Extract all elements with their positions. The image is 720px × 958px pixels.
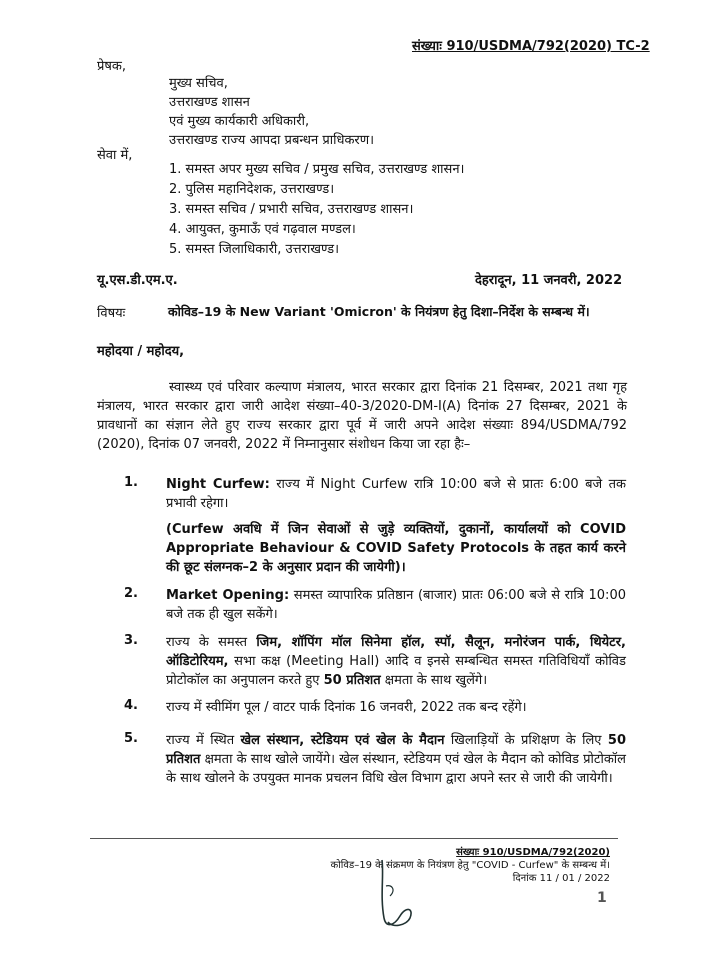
footer-date: दिनांक 11 / 01 / 2022 xyxy=(512,873,610,884)
page-number: 1 xyxy=(597,890,607,906)
item-body: क्षमता के साथ खोले जायेंगे। खेल संस्थान, स्टेडियम एवं खेल के मैदान को कोविड प्रोटोकॉल के साथ खोलने के उपयुक्त मानक प्रचलन विधि खेल विभाग द्वारा अपने स्तर से जारी की जायेगी। xyxy=(166,752,626,786)
item-gyms-malls xyxy=(166,633,626,690)
item-body: समस्त व्यापारिक प्रतिष्ठान (बाजार) प्रातः 06:00 बजे से रात्रि 10:00 बजे तक ही खुल सकेंगे। xyxy=(166,588,626,622)
item-bold: 50 प्रतिशत xyxy=(323,673,381,688)
item-sports-facilities xyxy=(166,731,626,788)
item-number: 5. xyxy=(124,731,138,746)
sender-label: प्रेषक, xyxy=(97,59,127,74)
item-body: खिलाड़ियों के प्रशिक्षण के लिए xyxy=(444,733,608,748)
recipient-item: 5. समस्त जिलाधिकारी, उत्तराखण्ड। xyxy=(169,242,340,257)
item-number: 4. xyxy=(124,698,138,713)
sender-line: उत्तराखण्ड राज्य आपदा प्रबन्धन प्राधिकरण। xyxy=(169,133,375,148)
item-lead: Night Curfew: xyxy=(166,477,270,492)
sender-block xyxy=(169,74,374,150)
item-number: 2. xyxy=(124,586,138,601)
footer-ref: संख्याः 910/USDMA/792(2020) xyxy=(456,847,610,858)
sender-line: मुख्य सचिव, xyxy=(169,76,228,91)
item-night-curfew xyxy=(166,475,626,513)
sender-line: उत्तराखण्ड शासन xyxy=(169,95,250,110)
item-body: राज्य में Night Curfew रात्रि 10:00 बजे से प्रातः 6:00 बजे तक प्रभावी रहेगा। xyxy=(166,477,626,511)
item-body: क्षमता के साथ खुलेंगे। xyxy=(380,673,488,688)
item-market-opening xyxy=(166,586,626,624)
salutation: महोदया / महोदय, xyxy=(97,344,185,359)
footer-divider xyxy=(90,838,618,839)
item-bold: 50 प्रतिशत xyxy=(166,733,626,767)
subject-label: विषयः xyxy=(97,306,126,321)
intro-paragraph: स्वास्थ्य एवं परिवार कल्याण मंत्रालय, भारत सरकार द्वारा दिनांक 21 दिसम्बर, 2021 तथा गृह मंत्रालय, भारत सरकार द्वारा जारी आदेश संख्या–40-3/2020-DM-I(A) दिनांक 27 दिसम्बर, 2021 के प्रावधानों का संज्ञान लेते हुए राज्य सरकार द्वारा पूर्व में जारी अपने आदेश संख्याः 894/USDMA/792 (2020), दिनांक 07 जनवरी, 2022 में निम्नानुसार संशोधन किया जा रहा हैः– xyxy=(97,380,627,452)
recipient-item: 4. आयुक्त, कुमाऊँ एवं गढ़वाल मण्डल। xyxy=(169,222,356,237)
place-date: देहरादून, 11 जनवरी, 2022 xyxy=(475,273,623,288)
item-swimming-pool: राज्य में स्वीमिंग पूल / वाटर पार्क दिनांक 16 जनवरी, 2022 तक बन्द रहेंगे। xyxy=(166,700,527,715)
subject-text: कोविड–19 के New Variant 'Omicron' के नियंत्रण हेतु दिशा–निर्देश के सम्बन्ध में। xyxy=(168,304,590,319)
item-body: सभा कक्ष (Meeting Hall) आदि व इनसे सम्बन्धित समस्त गतिविधियाँ कोविड प्रोटोकॉल का अनुपालन करते हुए xyxy=(166,654,626,688)
recipient-list xyxy=(169,160,464,260)
office-name: यू.एस.डी.एम.ए. xyxy=(97,273,178,288)
reference-number: संख्याः 910/USDMA/792(2020) TC-2 xyxy=(412,39,650,54)
curfew-note: (Curfew अवधि में जिन सेवाओं से जुड़े व्यक्तियों, दुकानों, कार्यालयों को COVID Appropriate Behaviour & COVID Safety Protocols के तहत कार्य करने की छूट संलग्नक–2 के अनुसार प्रदान की जायेगी)। xyxy=(166,522,626,575)
item-body: राज्य के समस्त xyxy=(166,635,257,650)
item-bold: खेल संस्थान, स्टेडियम एवं खेल के मैदान xyxy=(240,733,445,748)
recipient-item: 3. समस्त सचिव / प्रभारी सचिव, उत्तराखण्ड शासन। xyxy=(169,202,414,217)
recipient-item: 1. समस्त अपर मुख्य सचिव / प्रमुख सचिव, उत्तराखण्ड शासन। xyxy=(169,162,465,177)
signature-mark xyxy=(370,856,440,936)
item-number: 1. xyxy=(124,475,138,490)
item-body: राज्य में स्थित xyxy=(166,733,241,748)
footer-subject: कोविड–19 के संक्रमण के नियंत्रण हेतु "COVID - Curfew" के सम्बन्ध में। xyxy=(330,860,610,871)
recipient-item: 2. पुलिस महानिदेशक, उत्तराखण्ड। xyxy=(169,182,335,197)
recipients-label: सेवा में, xyxy=(97,148,133,163)
item-bold: जिम, शॉपिंग मॉल सिनेमा हॉल, स्पॉ, सैलून, मनोरंजन पार्क, थियेटर, ऑडिटोरियम, xyxy=(166,635,626,669)
item-number: 3. xyxy=(124,633,138,648)
sender-line: एवं मुख्य कार्यकारी अधिकारी, xyxy=(169,114,310,129)
item-lead: Market Opening: xyxy=(166,588,290,603)
